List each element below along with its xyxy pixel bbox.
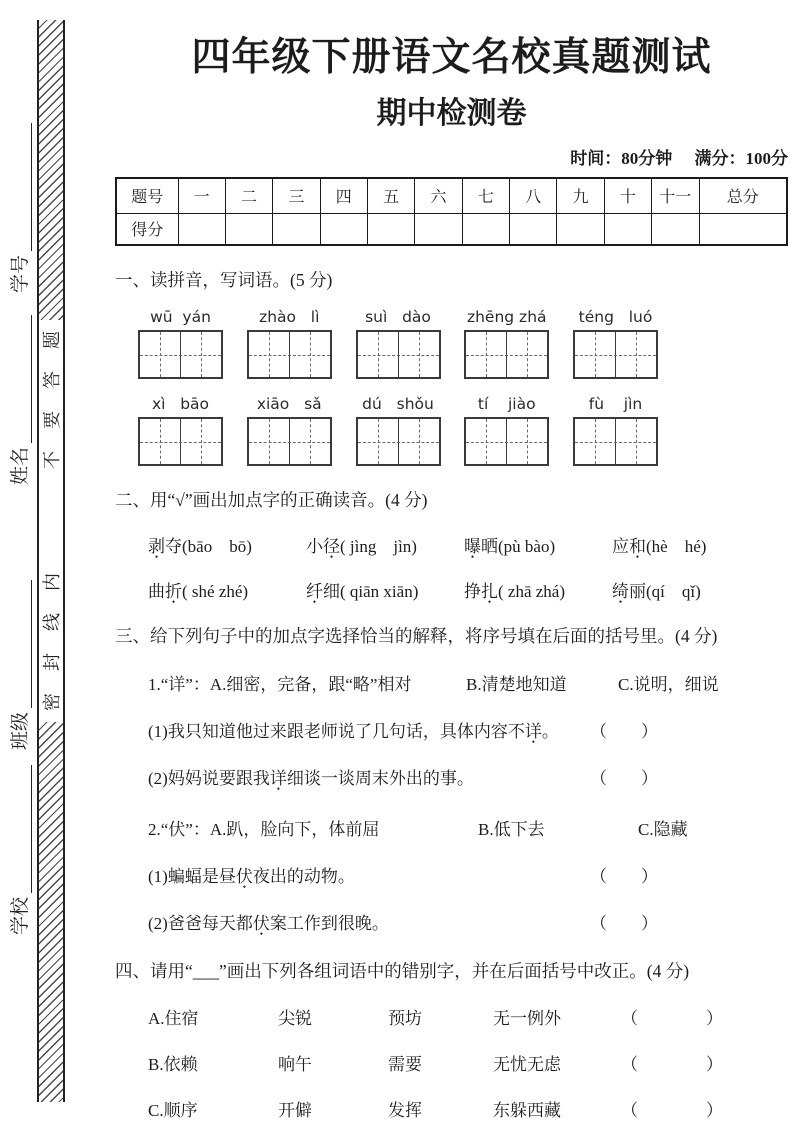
school-label — [6, 765, 32, 935]
word-item: 预坊 — [388, 1009, 422, 1028]
dotted-char: 绮 — [612, 582, 629, 601]
score-cell — [415, 213, 462, 245]
sentence-pre: (2)妈妈说要跟我 — [148, 769, 270, 788]
reading-options: ( qiān xiān) — [340, 582, 419, 601]
grid-cell — [575, 332, 615, 377]
dotted-char: 纤 — [306, 582, 323, 601]
score-header-cell: 七 — [462, 178, 509, 213]
answer-bracket: （ ） — [621, 1055, 723, 1074]
pinyin-label: tí jiào — [477, 395, 536, 413]
score-cell — [557, 213, 604, 245]
class-blank — [12, 580, 32, 708]
dotted-char: 详 — [524, 722, 542, 741]
pinyin-label: wū yán — [150, 308, 211, 326]
seal-hatch-bottom — [39, 722, 63, 1102]
error-word-row-b — [148, 1050, 788, 1075]
score-table-header-row — [116, 178, 787, 213]
score-header-cell: 二 — [225, 178, 272, 213]
word-post: 夺 — [165, 537, 182, 556]
dotted-char: 扎 — [481, 582, 498, 601]
class-text: 班级 — [10, 711, 31, 750]
seal-char: 线 — [42, 613, 62, 631]
dotted-char: 剥 — [148, 537, 165, 556]
pinyin-label: téng luó — [578, 308, 653, 326]
grid-cell — [398, 419, 439, 464]
section3-title: 三、给下列句子中的加点字选择恰当的解释，将序号填在后面的括号里。(4 分) — [115, 626, 718, 646]
word-item: 东躲西藏 — [493, 1101, 561, 1120]
writing-grid — [573, 417, 658, 466]
score-cell — [652, 213, 699, 245]
time-limit: 时间：80分钟 — [570, 149, 673, 168]
seal-char: 题 — [42, 331, 62, 349]
page-title: 四年级下册语文名校真题测试 — [191, 36, 712, 79]
pinyin-label: zhào lì — [259, 308, 320, 326]
grid-cell — [140, 419, 180, 464]
word-item: 发挥 — [388, 1101, 422, 1120]
sentence-pre: (1)蝙蝠是昼 — [148, 867, 236, 886]
word-item: C.顺序 — [148, 1101, 198, 1120]
grid-cell — [180, 419, 221, 464]
grid-cell — [289, 332, 330, 377]
sentence-post: 细谈一谈周末外出的事。 — [286, 769, 474, 788]
word-pre: 挣 — [464, 582, 481, 601]
answer-bracket: （ ） — [621, 1009, 723, 1028]
word-item: 无一例外 — [493, 1009, 561, 1028]
score-header-cell: 八 — [510, 178, 557, 213]
writing-grid — [247, 330, 332, 379]
student-name-label — [6, 315, 32, 485]
score-cell — [604, 213, 651, 245]
answer-bracket: （ ） — [590, 769, 658, 788]
word-item: 开僻 — [278, 1101, 312, 1120]
score-header-cell: 四 — [320, 178, 367, 213]
word-reading-item — [612, 577, 788, 602]
q1-option-c: C.说明，细说 — [618, 675, 719, 694]
reading-options: (pù bào) — [498, 537, 556, 556]
word-item: 无忧无虑 — [493, 1055, 561, 1074]
score-cell — [367, 213, 414, 245]
score-header-cell: 九 — [557, 178, 604, 213]
student-name-blank — [12, 315, 32, 443]
seal-line-band — [37, 20, 65, 1102]
score-header-cell: 十一 — [652, 178, 699, 213]
pinyin-unit — [138, 308, 223, 379]
dotted-char: 伏 — [252, 914, 270, 933]
score-cell — [699, 213, 787, 245]
seal-char: 封 — [42, 653, 62, 671]
pinyin-unit — [464, 395, 549, 466]
student-name-text: 姓名 — [10, 446, 31, 485]
pinyin-label: zhēng zhá — [466, 308, 547, 326]
word-post: 丽 — [629, 582, 646, 601]
sentence-pre: (1)我只知道他过来跟老师说了几句话，具体内容不 — [148, 722, 525, 741]
grid-cell — [358, 332, 398, 377]
answer-bracket: （ ） — [590, 914, 658, 933]
sentence-pre: (2)爸爸每天都 — [148, 914, 253, 933]
word-reading-item — [148, 577, 306, 602]
grid-cell — [506, 419, 547, 464]
score-cell — [462, 213, 509, 245]
writing-grid — [356, 417, 441, 466]
pinyin-unit — [138, 395, 223, 466]
reading-options: (hè hé) — [646, 537, 707, 556]
word-item: 尖锐 — [278, 1009, 312, 1028]
score-cell — [273, 213, 320, 245]
reading-options: (qí qǐ) — [646, 582, 701, 601]
dotted-char: 和 — [629, 537, 646, 556]
section4-title: 四、请用“___”画出下列各组词语中的错别字，并在后面括号中改正。(4 分) — [115, 961, 690, 981]
score-table-score-row — [116, 213, 787, 245]
grid-cell — [249, 332, 289, 377]
word-pre: 小 — [306, 537, 323, 556]
writing-grid — [138, 417, 223, 466]
word-pre: 应 — [612, 537, 629, 556]
seal-char: 不 — [42, 451, 62, 469]
dotted-char: 折 — [165, 582, 182, 601]
grid-cell — [140, 332, 180, 377]
score-header-cell: 题号 — [116, 178, 178, 213]
score-header-cell: 三 — [273, 178, 320, 213]
word-reading-item — [306, 532, 464, 557]
reading-options: ( shé zhé) — [182, 582, 249, 601]
pinyin-unit — [247, 308, 332, 379]
page-subtitle: 期中检测卷 — [376, 97, 527, 130]
grid-cell — [289, 419, 330, 464]
score-cell — [320, 213, 367, 245]
pinyin-label: fù jìn — [588, 395, 643, 413]
writing-grid — [464, 417, 549, 466]
q2-option-a: 2.“伏”：A.趴，脸向下，体前屈 — [148, 820, 380, 839]
pinyin-unit — [356, 395, 441, 466]
q2-definitions — [148, 815, 788, 840]
class-label — [6, 580, 32, 750]
dotted-char: 详 — [269, 769, 287, 788]
pronunciation-row-1 — [148, 532, 788, 557]
pinyin-label: suì dào — [365, 308, 431, 326]
student-number-blank — [12, 123, 32, 251]
seal-gap — [39, 480, 63, 562]
pinyin-row-1 — [138, 308, 658, 379]
pinyin-unit — [356, 308, 441, 379]
score-header-cell: 六 — [415, 178, 462, 213]
writing-grid — [247, 417, 332, 466]
dotted-char: 曝 — [464, 537, 481, 556]
reading-options: ( jìng jìn) — [340, 537, 417, 556]
score-header-cell: 十 — [604, 178, 651, 213]
grid-cell — [398, 332, 439, 377]
grid-cell — [180, 332, 221, 377]
error-word-row-a — [148, 1004, 788, 1029]
pinyin-unit — [573, 308, 658, 379]
score-row-label: 得分 — [116, 213, 178, 245]
pinyin-row-2 — [138, 395, 658, 466]
error-word-row-c — [148, 1096, 788, 1121]
grid-cell — [358, 419, 398, 464]
student-info-margin — [0, 0, 37, 1122]
seal-char: 答 — [42, 371, 62, 389]
sentence-post: 。 — [541, 722, 559, 741]
score-header-cell: 总分 — [699, 178, 787, 213]
dotted-char: 径 — [323, 537, 340, 556]
writing-grid — [573, 330, 658, 379]
grid-cell — [575, 419, 615, 464]
pinyin-label: xì bāo — [151, 395, 210, 413]
pronunciation-row-2 — [148, 577, 788, 602]
school-blank — [12, 765, 32, 893]
score-header-cell: 一 — [178, 178, 225, 213]
pinyin-unit — [247, 395, 332, 466]
word-reading-item — [464, 577, 612, 602]
word-post: 晒 — [481, 537, 498, 556]
writing-grid — [464, 330, 549, 379]
score-table — [115, 177, 788, 246]
reading-options: (bāo bō) — [182, 537, 252, 556]
score-cell — [225, 213, 272, 245]
seal-char: 密 — [42, 693, 62, 711]
word-item: B.依赖 — [148, 1055, 198, 1074]
word-item: A.住宿 — [148, 1009, 199, 1028]
seal-hatch-top — [39, 20, 63, 320]
seal-char: 要 — [42, 411, 62, 429]
word-pre: 曲 — [148, 582, 165, 601]
word-reading-item — [464, 532, 612, 557]
pinyin-unit — [464, 308, 549, 379]
school-text: 学校 — [10, 896, 31, 935]
grid-cell — [506, 332, 547, 377]
student-number-text: 学号 — [10, 254, 31, 293]
reading-options: ( zhā zhá) — [498, 582, 566, 601]
grid-cell — [615, 332, 656, 377]
word-post: 细 — [323, 582, 340, 601]
q1-sentence-1 — [148, 717, 788, 742]
dotted-char: 伏 — [235, 867, 253, 886]
grid-cell — [466, 419, 506, 464]
q1-definitions — [148, 670, 788, 695]
score-cell — [178, 213, 225, 245]
sentence-post: 夜出的动物。 — [252, 867, 355, 886]
score-cell — [510, 213, 557, 245]
sentence-post: 案工作到很晚。 — [269, 914, 389, 933]
grid-cell — [466, 332, 506, 377]
section1-title: 一、读拼音，写词语。(5 分) — [115, 270, 333, 290]
q2-sentence-1 — [148, 862, 788, 887]
q2-option-c: C.隐藏 — [638, 820, 688, 839]
word-reading-item — [306, 577, 464, 602]
answer-bracket: （ ） — [590, 867, 658, 886]
grid-cell — [615, 419, 656, 464]
word-reading-item — [612, 532, 788, 557]
writing-grid — [138, 330, 223, 379]
pinyin-label: xiāo sǎ — [256, 395, 322, 413]
student-number-label — [6, 123, 32, 293]
pinyin-label: dú shǒu — [362, 395, 434, 413]
word-item: 需要 — [388, 1055, 422, 1074]
q2-sentence-2 — [148, 909, 788, 934]
q1-option-b: B.清楚地知道 — [466, 675, 567, 694]
q1-sentence-2 — [148, 764, 788, 789]
exam-content — [115, 0, 788, 1121]
exam-meta — [115, 144, 788, 169]
grid-cell — [249, 419, 289, 464]
seal-char: 内 — [42, 573, 62, 591]
word-reading-item — [148, 532, 306, 557]
pinyin-unit — [573, 395, 658, 466]
writing-grid — [356, 330, 441, 379]
answer-bracket: （ ） — [590, 722, 658, 741]
score-header-cell: 五 — [367, 178, 414, 213]
q1-option-a: 1.“详”：A.细密，完备，跟“略”相对 — [148, 675, 412, 694]
full-score: 满分：100分 — [694, 149, 788, 168]
section2-title: 二、用“√”画出加点字的正确读音。(4 分) — [115, 490, 428, 510]
answer-bracket: （ ） — [621, 1101, 723, 1120]
word-item: 响午 — [278, 1055, 312, 1074]
q2-option-b: B.低下去 — [478, 820, 545, 839]
